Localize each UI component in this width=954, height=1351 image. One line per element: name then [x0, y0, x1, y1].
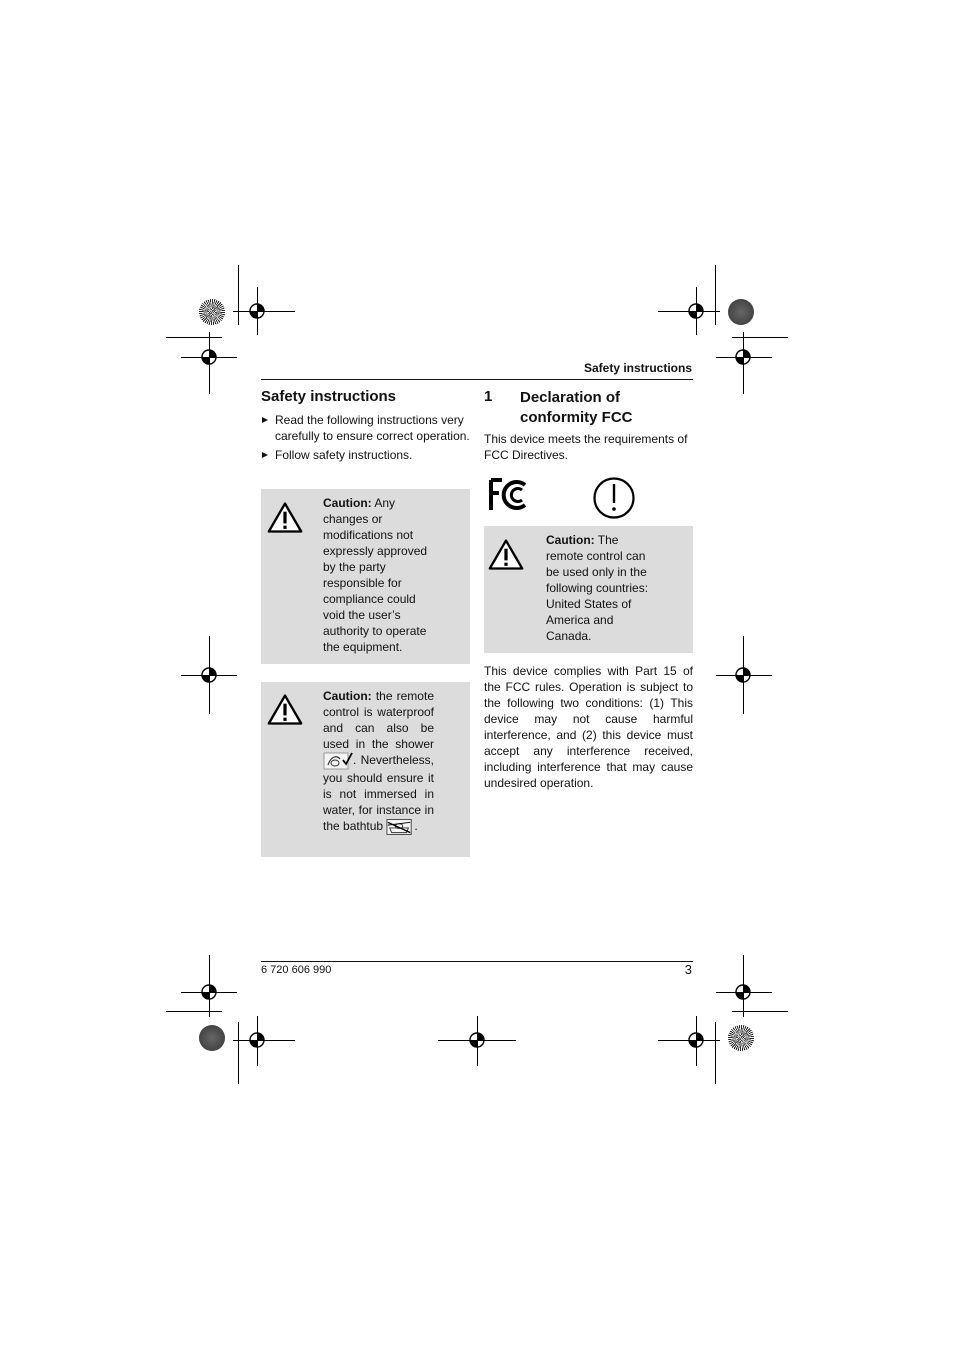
registration-target-icon: [244, 298, 270, 324]
caution-box-countries: [484, 526, 693, 653]
registration-target-icon: [196, 344, 222, 370]
warning-triangle-icon: [267, 693, 303, 727]
grey-disc: [199, 1025, 225, 1051]
registration-target-icon: [730, 979, 756, 1005]
running-header: Safety instructions: [583, 361, 692, 375]
registration-target-icon: [464, 1027, 490, 1053]
caution-text: . Nevertheless, you should ensure it is not immersed in water, for instance in the bathtub: [323, 753, 434, 834]
section-title-safety: Safety instructions: [261, 388, 397, 405]
registration-target-icon: [196, 979, 222, 1005]
fcc-logo: [488, 477, 532, 513]
registration-target-icon: [730, 662, 756, 688]
warning-triangle-icon: [267, 501, 303, 535]
starburst-disc: [199, 299, 225, 325]
list-item: Follow safety instructions.: [261, 447, 471, 463]
exclamation-circle-icon: [592, 476, 636, 520]
caution-text: Any changes or modifications not expressly approved by the party responsible for compliance could void the user’s authority to operate the equipment.: [323, 496, 428, 654]
registration-target-icon: [683, 1027, 709, 1053]
section-number: 1: [484, 388, 493, 405]
list-item: Read the following instructions very carefully to ensure correct operation.: [261, 412, 471, 444]
bullet-arrow-icon: [262, 452, 268, 458]
registration-target-icon: [196, 662, 222, 688]
caution-text: the remote control is waterproof and can also be used in the shower: [323, 689, 434, 751]
registration-target-icon: [683, 298, 709, 324]
header-rule: [261, 379, 693, 380]
caution-label: Caution:: [323, 689, 372, 703]
registration-target-icon: [244, 1027, 270, 1053]
fcc-intro: This device meets the requirements of FCC Directives.: [484, 432, 688, 462]
warning-triangle-icon: [488, 538, 524, 572]
caution-label: Caution:: [546, 533, 595, 547]
bathtub-crossed-icon: [386, 818, 414, 836]
registration-target-icon: [730, 344, 756, 370]
caution-box-modifications: [261, 489, 470, 664]
bullet-arrow-icon: [262, 417, 268, 423]
section-title-fcc: Declaration of conformity FCC: [520, 389, 633, 426]
shower-check-icon: [323, 752, 353, 770]
fcc-compliance-text: This device complies with Part 15 of the FCC rules. Operation is subject to the following two conditions: (1) This device may not cause harmful interference, and (2) this device must accept any interference received, including interference that may cause undesired operation.: [484, 664, 693, 790]
caution-text: The remote control can be used only in the following countries: United States of America and Canada.: [546, 533, 649, 643]
footer-rule: [261, 961, 693, 962]
document-code: 6 720 606 990: [261, 964, 332, 976]
caution-label: Caution:: [323, 496, 372, 510]
instruction-list: [261, 412, 471, 466]
caution-box-waterproof: Caution: the remote control is waterproof and can also be used in the shower . Nevertheless, you should ensure it is not immersed in water, for instance in the bathtub .: [261, 682, 470, 857]
starburst-disc: [728, 1025, 754, 1051]
grey-disc: [728, 299, 754, 325]
page-number: 3: [684, 962, 692, 977]
